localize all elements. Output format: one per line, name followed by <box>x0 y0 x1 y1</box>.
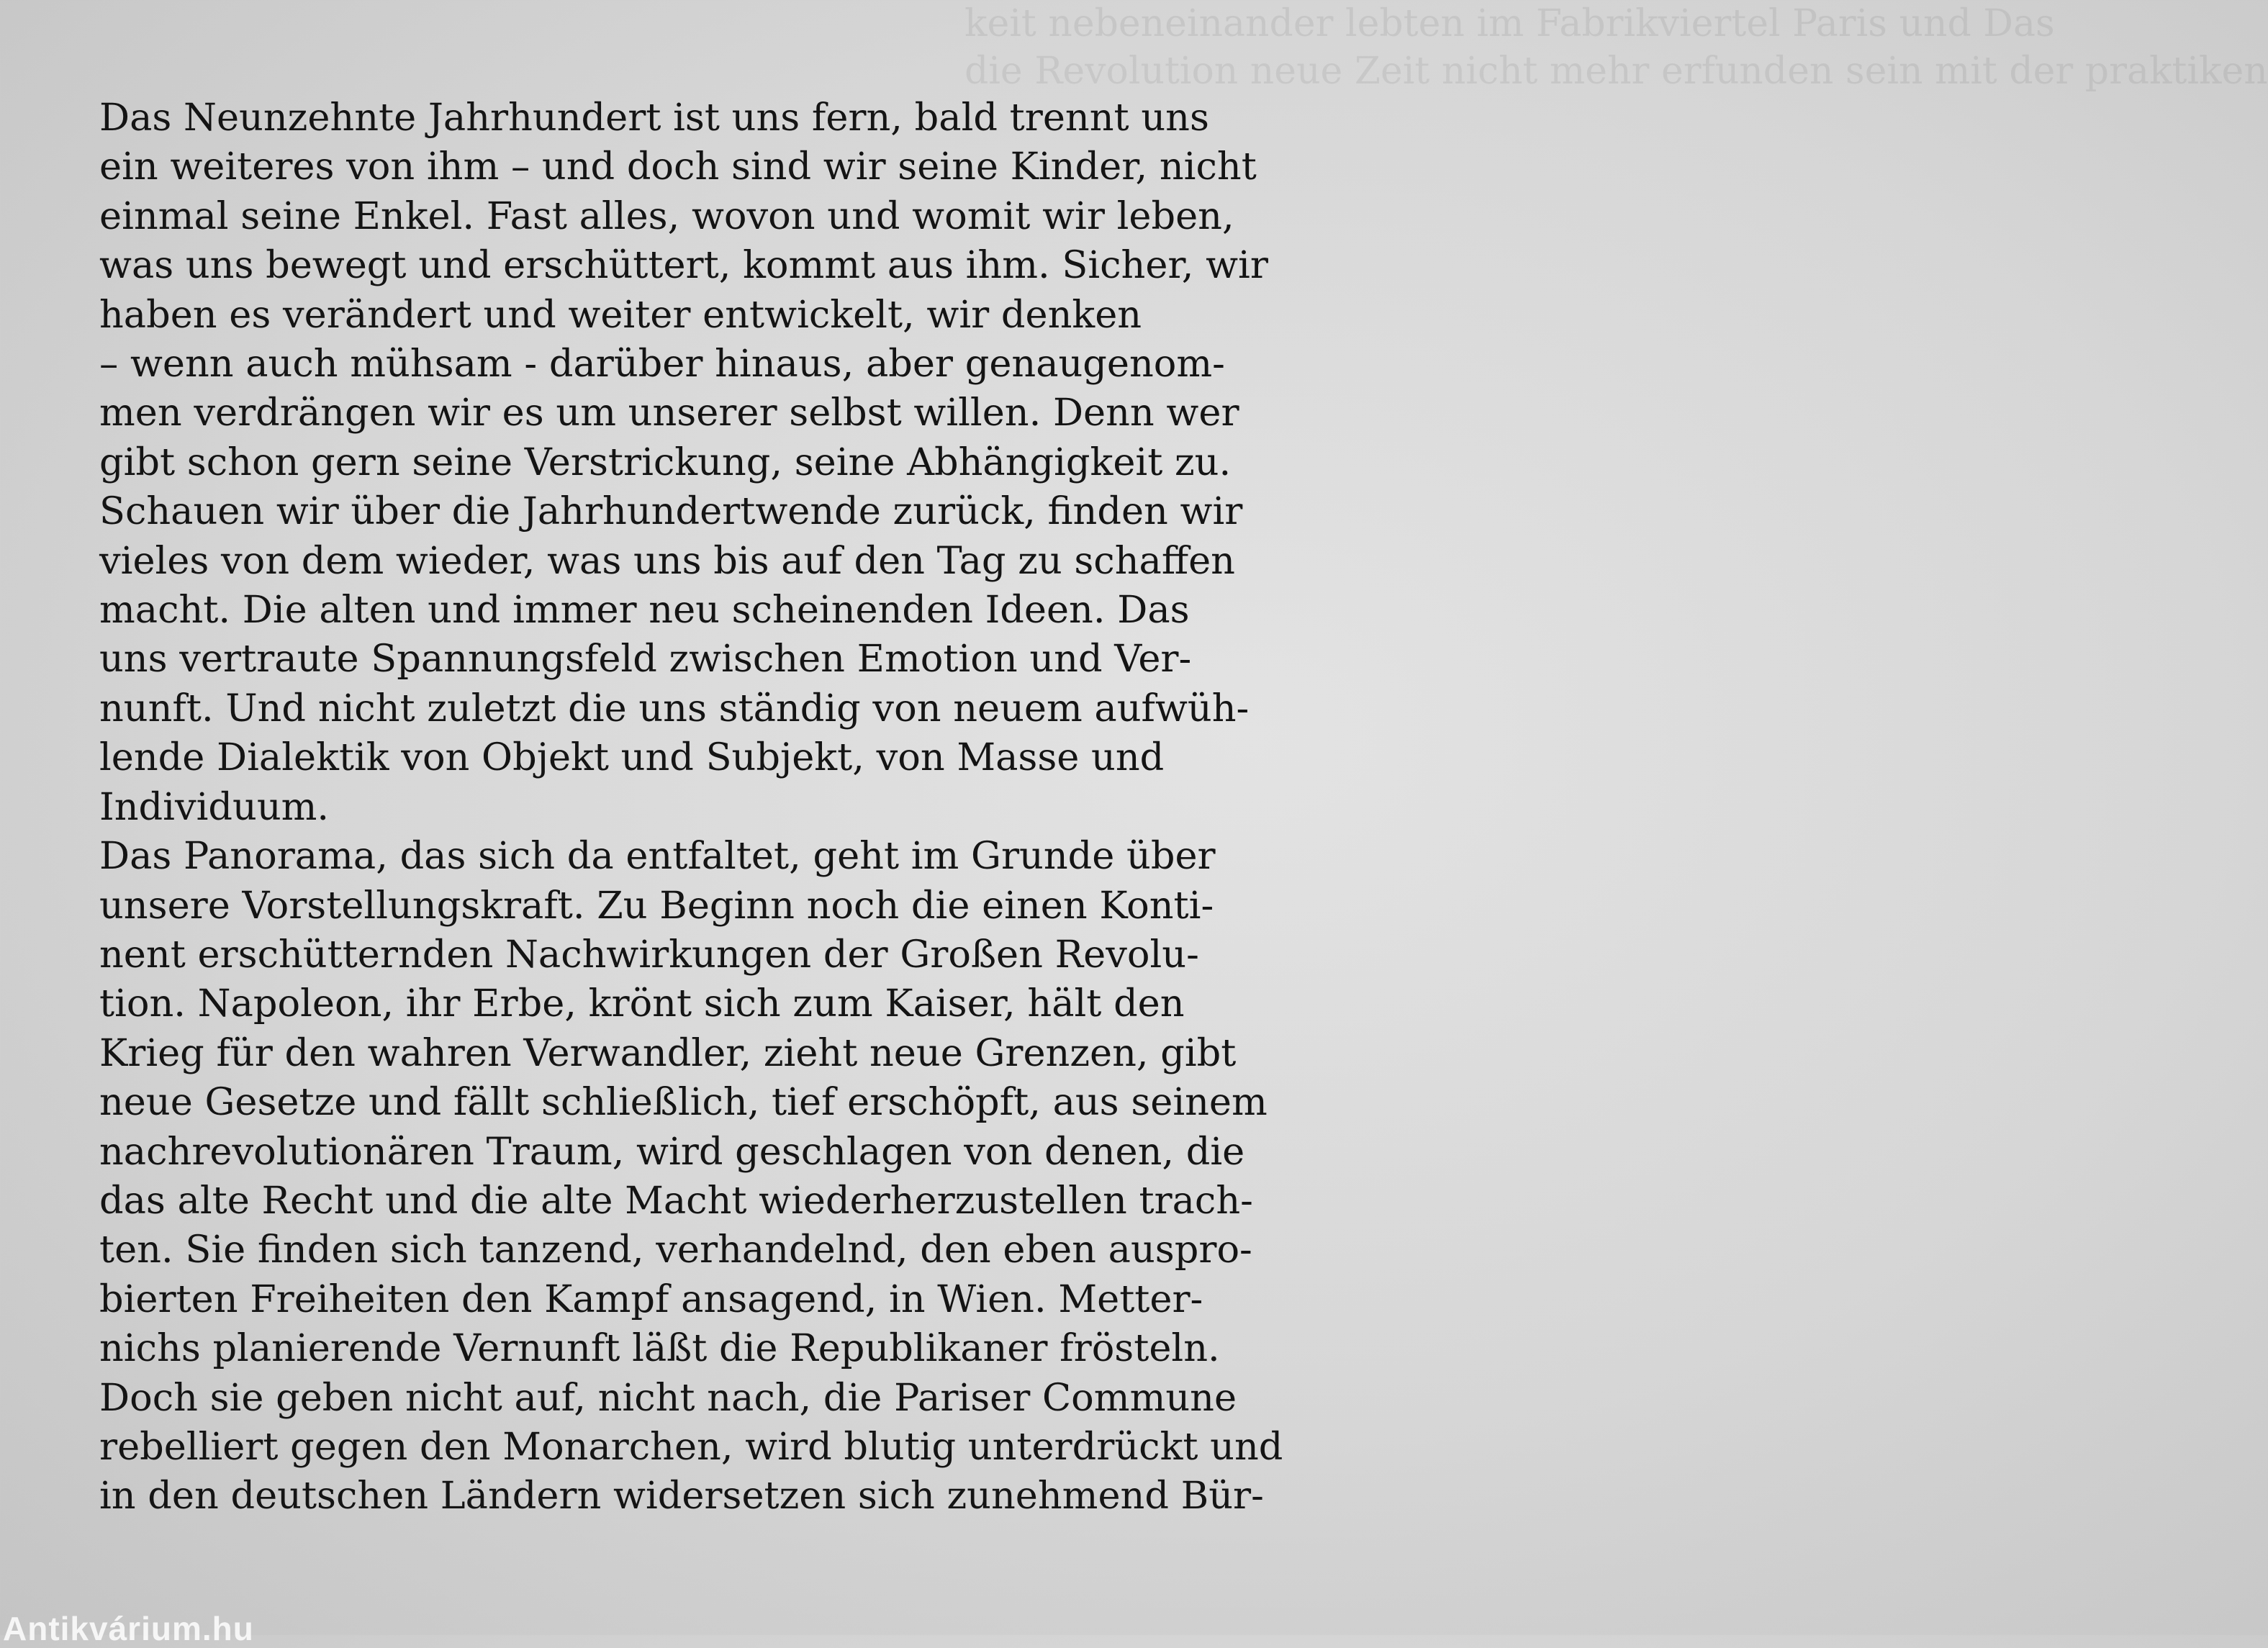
page-body <box>99 94 1283 1521</box>
text-line: haben es verändert und weiter entwickelt, wir denken <box>99 292 1142 337</box>
text-line: das alte Recht und die alte Macht wiederherzustellen trach- <box>99 1178 1253 1223</box>
text-line: Das Neunzehnte Jahrhundert ist uns fern, bald trennt uns <box>99 96 1209 140</box>
watermark: Antikvárium.hu <box>3 1610 254 1647</box>
text-line: nichs planierende Vernunft läßt die Republikaner frösteln. <box>99 1326 1220 1371</box>
text-line: bierten Freiheiten den Kampf ansagend, in Wien. Metter- <box>99 1277 1203 1321</box>
bleed-through-text <box>0 0 2268 101</box>
text-line: nunft. Und nicht zuletzt die uns ständig von neuem aufwüh- <box>99 686 1250 730</box>
text-line: Krieg für den wahren Verwandler, zieht neue Grenzen, gibt <box>99 1031 1237 1075</box>
text-line: einmal seine Enkel. Fast alles, wovon und womit wir leben, <box>99 194 1234 238</box>
paragraph-1 <box>99 94 1268 832</box>
text-line: Das Panorama, das sich da entfaltet, geht im Grunde über <box>99 834 1216 879</box>
text-line: lende Dialektik von Objekt und Subjekt, von Masse und <box>99 735 1165 780</box>
text-line: – wenn auch mühsam - darüber hinaus, aber genaugenom- <box>99 342 1225 386</box>
bleed-through-line: keit nebeneinander lebten im Fabrikviertel Paris und Das <box>964 2 2055 45</box>
text-line: in den deutschen Ländern widersetzen sich zunehmend Bür- <box>99 1474 1264 1518</box>
text-line: tion. Napoleon, ihr Erbe, krönt sich zum Kaiser, hält den <box>99 982 1185 1026</box>
bleed-through-line: die Revolution neue Zeit nicht mehr erfunden sein mit der praktiken <box>964 50 2268 93</box>
text-line: ein weiteres von ihm – und doch sind wir seine Kinder, nicht <box>99 145 1257 189</box>
text-line: uns vertraute Spannungsfeld zwischen Emotion und Ver- <box>99 637 1192 682</box>
text-line: neue Gesetze und fällt schließlich, tief erschöpft, aus seinem <box>99 1080 1268 1125</box>
text-line: rebelliert gegen den Monarchen, wird blutig unterdrückt und <box>99 1424 1283 1469</box>
text-line: vieles von dem wieder, was uns bis auf den Tag zu schaffen <box>99 538 1235 583</box>
text-line: unsere Vorstellungskraft. Zu Beginn noch die einen Konti- <box>99 883 1214 928</box>
text-line: was uns bewegt und erschüttert, kommt aus ihm. Sicher, wir <box>99 243 1268 288</box>
text-line: Individuum. <box>99 784 330 829</box>
text-line: men verdrängen wir es um unserer selbst willen. Denn wer <box>99 391 1239 435</box>
text-line: nent erschütternden Nachwirkungen der Großen Revolu- <box>99 932 1199 977</box>
text-line: gibt schon gern seine Verstrickung, seine Abhängigkeit zu. <box>99 440 1232 484</box>
paragraph-2 <box>99 832 1283 1521</box>
text-line: Doch sie geben nicht auf, nicht nach, die Pariser Commune <box>99 1375 1237 1420</box>
text-line: macht. Die alten und immer neu scheinenden Ideen. Das <box>99 588 1190 633</box>
text-line: ten. Sie finden sich tanzend, verhandelnd, den eben auspro- <box>99 1228 1252 1272</box>
text-line: nachrevolutionären Traum, wird geschlagen von denen, die <box>99 1129 1245 1174</box>
text-line: Schauen wir über die Jahrhundertwende zurück, finden wir <box>99 489 1243 534</box>
